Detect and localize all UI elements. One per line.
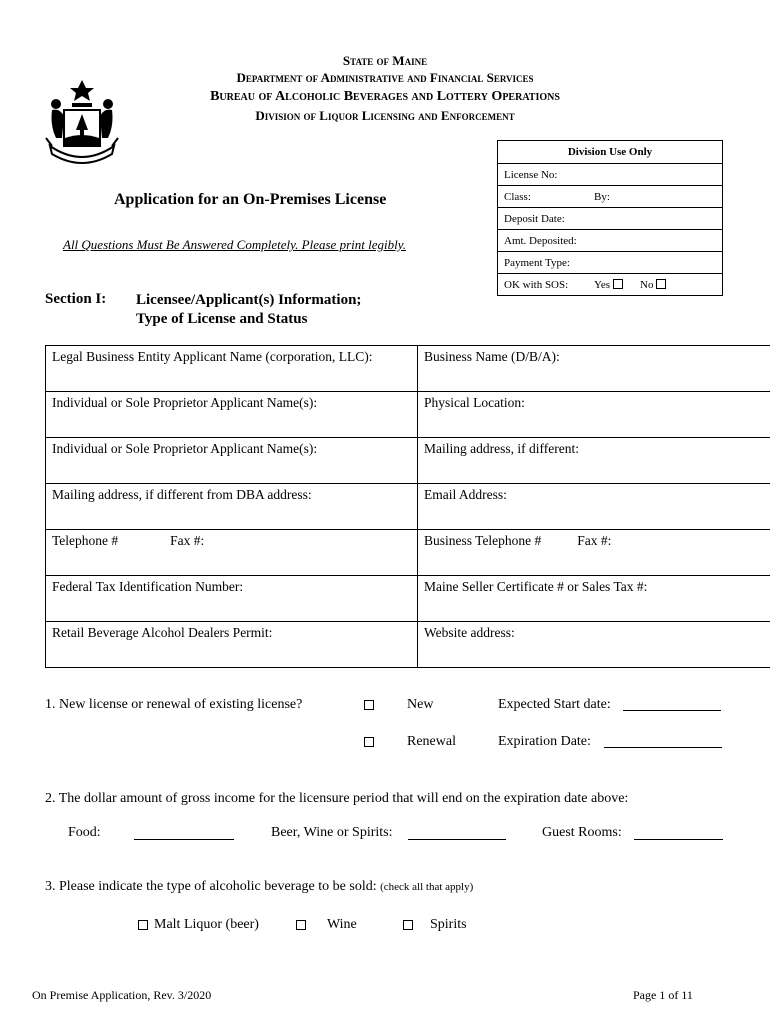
table-row (46, 530, 770, 576)
header-line-2: Department of Administrative and Financial Services (236, 70, 534, 85)
class-label: Class: (504, 191, 531, 203)
food-label: Food: (68, 825, 101, 840)
by-label: By: (594, 191, 610, 203)
table-row (46, 438, 770, 484)
food-input[interactable] (134, 827, 234, 840)
no-checkbox[interactable] (656, 279, 666, 289)
q1-text: 1. New license or renewal of existing license? (45, 697, 303, 712)
footer-revision: On Premise Application, Rev. 3/2020 (32, 988, 212, 1002)
seller-certificate-field[interactable] (418, 576, 770, 622)
no-label: No (640, 279, 654, 291)
deposit-date-field (498, 207, 722, 229)
spirits-label: Spirits (430, 917, 467, 932)
legal-entity-name-label: Legal Business Entity Applicant Name (corporation, LLC): (52, 349, 373, 364)
legal-entity-name-field[interactable] (46, 346, 418, 392)
table-row (46, 484, 770, 530)
table-row (46, 622, 770, 668)
class-field (498, 185, 722, 207)
individual-name-field-1[interactable] (46, 392, 418, 438)
start-date-label: Expected Start date: (498, 697, 611, 712)
q3-note: (check all that apply) (380, 881, 474, 893)
form-title: Application for an On-Premises License (114, 191, 387, 208)
federal-tax-id-label: Federal Tax Identification Number: (52, 579, 244, 594)
business-telephone-label: Business Telephone # (424, 533, 542, 548)
table-row (46, 346, 770, 392)
footer-page-number: Page 1 of 11 (633, 988, 693, 1002)
spirits-checkbox[interactable] (403, 920, 413, 930)
applicant-info-table (45, 345, 770, 668)
ok-sos-label: OK with SOS: (504, 279, 569, 291)
table-row (46, 576, 770, 622)
section-title (136, 291, 361, 329)
header-line-1: State of Maine (342, 53, 428, 68)
individual-name-label-1: Individual or Sole Proprietor Applicant Name(s): (52, 395, 318, 410)
dealers-permit-field[interactable] (46, 622, 418, 668)
start-date-input[interactable] (623, 698, 721, 711)
amt-deposited-label: Amt. Deposited: (504, 235, 577, 247)
guest-rooms-input[interactable] (634, 827, 723, 840)
dealers-permit-label: Retail Beverage Alcohol Dealers Permit: (52, 625, 273, 640)
beer-wine-spirits-label: Beer, Wine or Spirits: (271, 825, 393, 840)
dba-name-field[interactable] (418, 346, 770, 392)
telephone-label: Telephone # (52, 533, 119, 548)
q2-text: 2. The dollar amount of gross income for the licensure period that will end on the expiration date above: (45, 791, 629, 806)
website-address-label: Website address: (424, 625, 515, 640)
seller-certificate-label: Maine Seller Certificate # or Sales Tax #: (424, 579, 648, 594)
fax-label: Fax #: (170, 533, 205, 548)
wine-checkbox[interactable] (296, 920, 306, 930)
mailing-address-dba-label: Mailing address, if different from DBA address: (52, 487, 312, 502)
q3-line (45, 879, 473, 895)
guest-rooms-label: Guest Rooms: (542, 825, 622, 840)
section-title-line-1: Licensee/Applicant(s) Information; (136, 292, 362, 308)
expiration-date-input[interactable] (604, 735, 722, 748)
email-address-field[interactable] (418, 484, 770, 530)
malt-liquor-label: Malt Liquor (beer) (154, 917, 259, 932)
license-no-label: License No: (504, 169, 558, 181)
division-use-box (497, 140, 723, 296)
header-line-3: Bureau of Alcoholic Beverages and Lottery Operations (210, 89, 560, 104)
business-telephone-field[interactable] (418, 530, 770, 576)
physical-location-label: Physical Location: (424, 395, 525, 410)
federal-tax-id-field[interactable] (46, 576, 418, 622)
ok-sos-field (498, 273, 722, 295)
yes-option[interactable] (594, 274, 623, 296)
dba-name-label: Business Name (D/B/A): (424, 349, 560, 364)
physical-location-field[interactable] (418, 392, 770, 438)
new-checkbox[interactable] (364, 700, 374, 710)
header-line-4: Division of Liquor Licensing and Enforcement (255, 108, 515, 123)
renewal-checkbox[interactable] (364, 737, 374, 747)
individual-name-field-2[interactable] (46, 438, 418, 484)
new-label: New (407, 697, 434, 712)
state-seal-icon (42, 76, 122, 168)
amt-deposited-field (498, 229, 722, 251)
mailing-address-dba-field[interactable] (46, 484, 418, 530)
wine-label: Wine (327, 917, 357, 932)
section-label: Section I: (45, 291, 107, 307)
instruction-text: All Questions Must Be Answered Completely. Please print legibly. (63, 237, 407, 252)
malt-liquor-checkbox[interactable] (138, 920, 148, 930)
yes-label: Yes (594, 279, 611, 291)
q3-text: 3. Please indicate the type of alcoholic beverage to be sold: (45, 879, 377, 894)
website-address-field[interactable] (418, 622, 770, 668)
section-title-line-2: Type of License and Status (136, 311, 308, 327)
no-option[interactable] (640, 274, 666, 296)
division-use-title: Division Use Only (567, 146, 653, 158)
telephone-field[interactable] (46, 530, 418, 576)
renewal-label: Renewal (407, 734, 456, 749)
payment-type-label: Payment Type: (504, 257, 570, 269)
mailing-address-label: Mailing address, if different: (424, 441, 579, 456)
email-address-label: Email Address: (424, 487, 507, 502)
individual-name-label-2: Individual or Sole Proprietor Applicant Name(s): (52, 441, 318, 456)
beer-wine-spirits-input[interactable] (408, 827, 506, 840)
deposit-date-label: Deposit Date: (504, 213, 565, 225)
business-fax-label: Fax #: (577, 533, 612, 548)
expiration-date-label: Expiration Date: (498, 734, 591, 749)
license-no-field (498, 163, 722, 185)
table-row (46, 392, 770, 438)
mailing-address-field[interactable] (418, 438, 770, 484)
yes-checkbox[interactable] (613, 279, 623, 289)
payment-type-field (498, 251, 722, 273)
